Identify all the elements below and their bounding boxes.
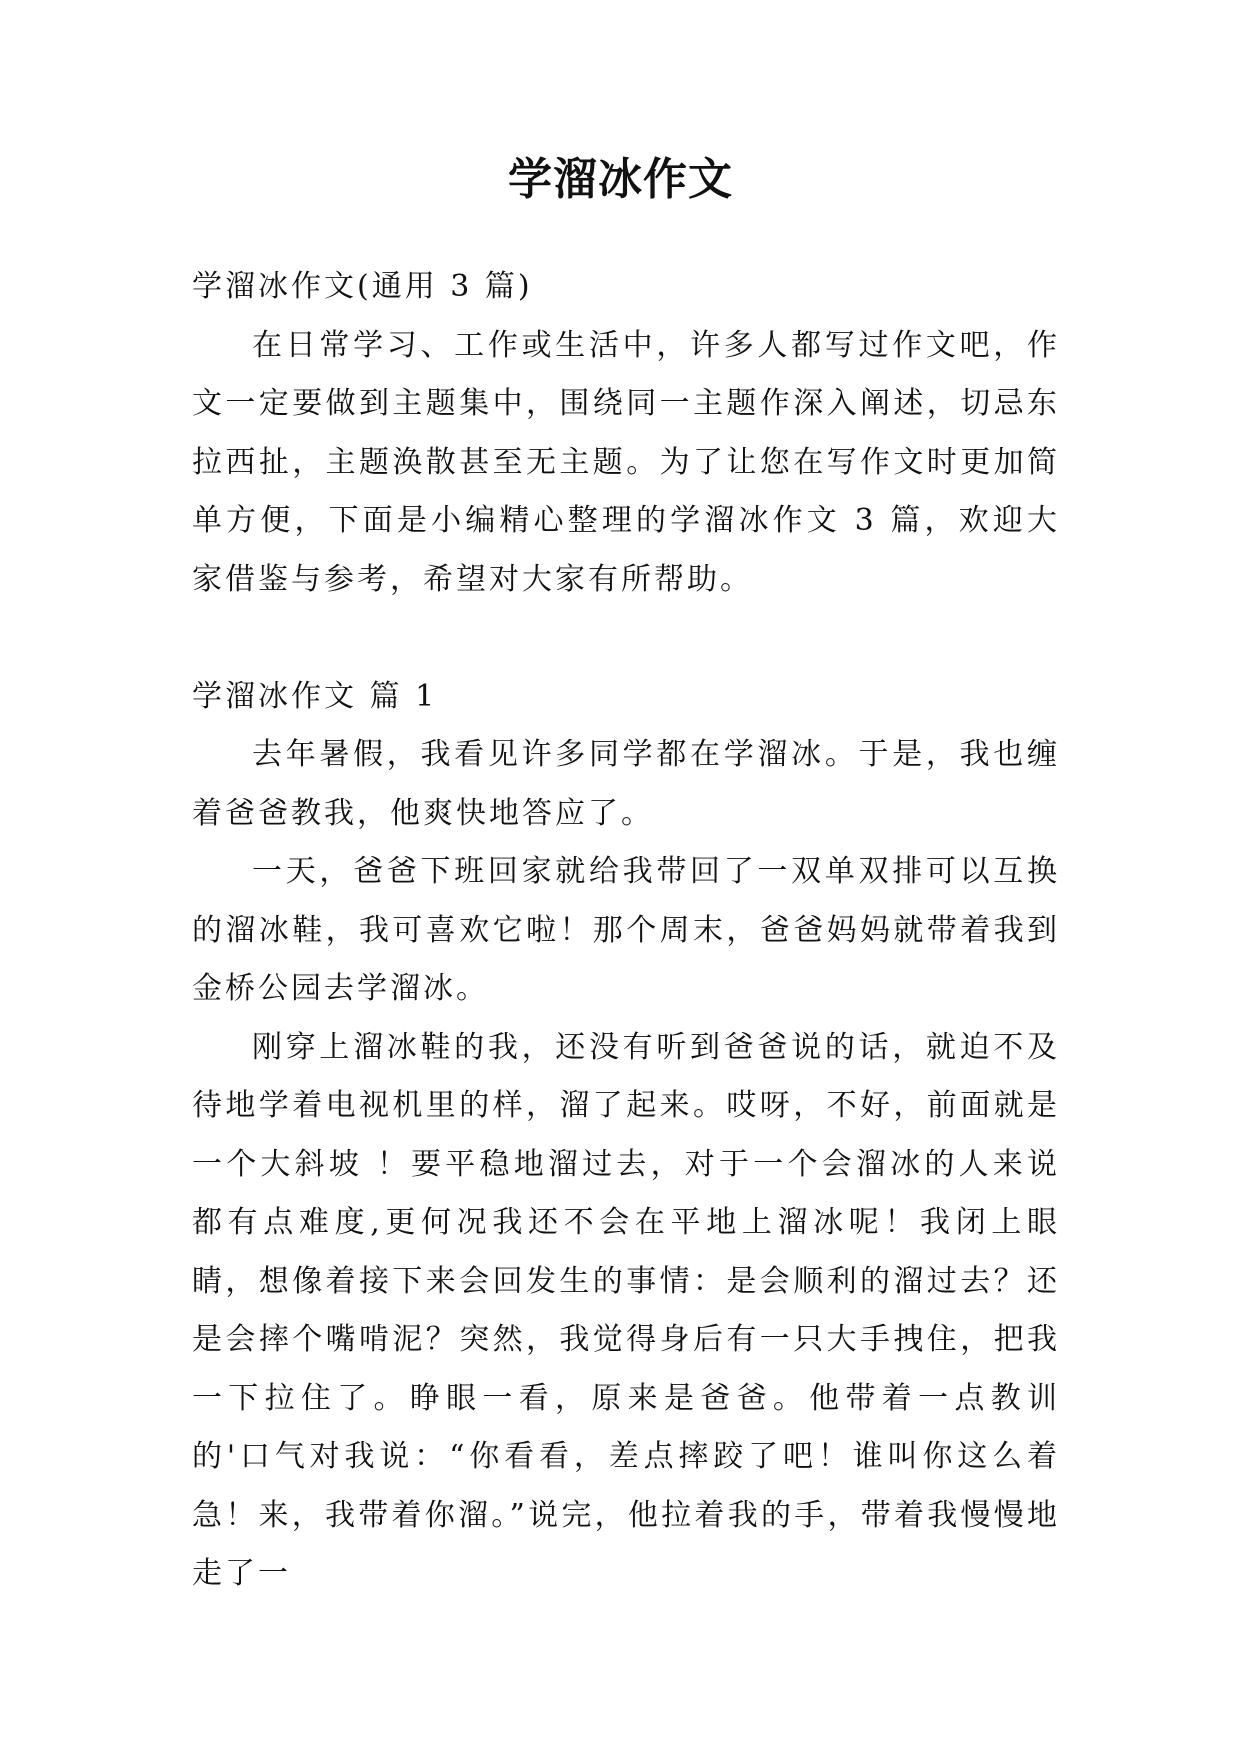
document-title: 学溜冰作文 <box>508 154 733 205</box>
section1-paragraph-3: 刚穿上溜冰鞋的我，还没有听到爸爸说的话，就迫不及待地学着电视机里的样，溜了起来。哎呀，不好，前面就是一个大斜坡 ！要平稳地溜过去，对于一个会溜冰的人来说都有点难度,更何况我还不会在平地上溜冰呢！我闭上眼睛，想像着接下来会回发生的事情：是会顺利的溜过去？还是会摔个嘴啃泥？突然，我觉得身后有一只大手拽住，把我一下拉住了。睁眼一看，原来是爸爸。他带着一点教训的'口气对我说：“你看看，差点摔跤了吧！谁叫你这么着急！来，我带着你溜。”说完，他拉着我的手，带着我慢慢地走了一 <box>192 1029 1060 1591</box>
document-body <box>192 258 1060 1604</box>
intro-heading: 学溜冰作文(通用 3 篇) <box>192 269 533 304</box>
section-spacer <box>192 609 1060 668</box>
intro-paragraph: 在日常学习、工作或生活中，许多人都写过作文吧，作文一定要做到主题集中，围绕同一主题作深入阐述，切忌东拉西扯，主题涣散甚至无主题。为了让您在写作文时更加简单方便，下面是小编精心整理的学溜冰作文 3 篇，欢迎大家借鉴与参考，希望对大家有所帮助。 <box>192 327 1060 597</box>
section1-paragraph-2: 一天，爸爸下班回家就给我带回了一双单双排可以互换的溜冰鞋，我可喜欢它啦！那个周末，爸爸妈妈就带着我到金桥公园去学溜冰。 <box>192 854 1060 1006</box>
section1-heading: 学溜冰作文 篇 1 <box>192 678 438 714</box>
section1-paragraph-1: 去年暑假，我看见许多同学都在学溜冰。于是，我也缠着爸爸教我，他爽快地答应了。 <box>192 737 1060 831</box>
